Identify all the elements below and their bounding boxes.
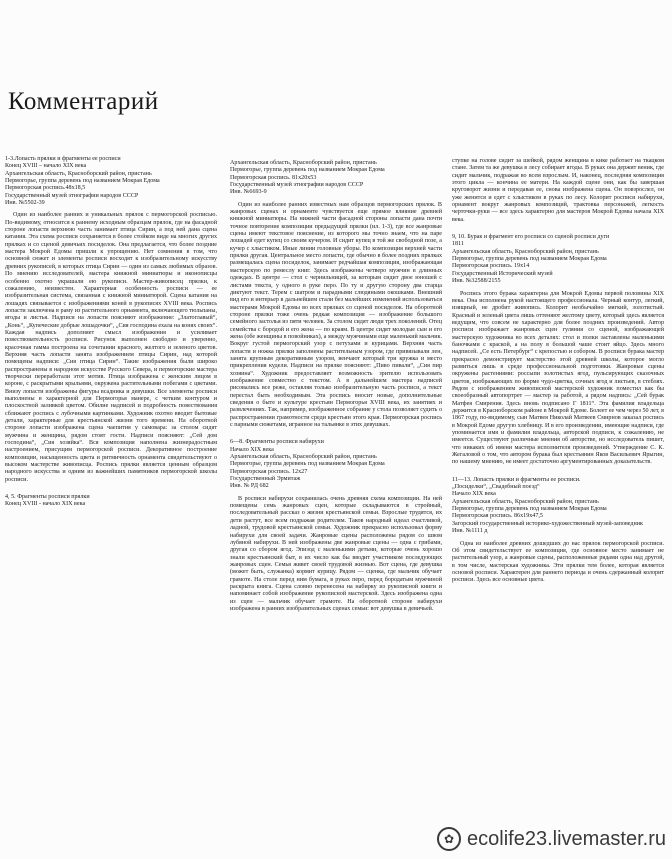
caption-line: Государственный Эрмитаж	[230, 476, 301, 483]
caption-line: Пермогорье, группа деревень под названием Мокрая Едома	[452, 256, 607, 263]
caption-line: Пермогорская роспись.48х18,5	[5, 185, 86, 192]
caption-line: Архангельская область, Красноборский район, пристань	[230, 160, 377, 166]
caption-line: Конец XVIII - начало XIX века	[5, 501, 86, 508]
watermark-text: ecolife23.livemaster.ru	[467, 827, 666, 850]
caption-line: Пермогорская роспись. 86х19х47,5	[452, 513, 543, 520]
item-11-text: Одна из наиболее древних дошедших до нас прялок пермогорской росписи. Об этом свидетельствует ее композиция, где основное место занимает не растительный узор, а жанровые сцены, расположенные рядами одна над другой, в том числе, мастерская художника. Эти прялки тем более, которая является основой росписи. Характерен для раннего периода и очень сдержанный колорит росписи. Здесь все основные цвета.	[452, 540, 664, 584]
item-6-caption	[230, 439, 442, 490]
caption-line: Пермогорская роспись. 81х20х53	[230, 174, 317, 181]
item-continued-text: Один из наиболее ранних известных нам образцов пермогорских прялок. В жанровых сценах и орнаменте чувствуется еще прямое влияние древней книжной миниатюры. На нижней части фасадной стороны лопасти дана почти точное повторение композиции предыдущей прялки (ил. 1-3), где все жанровые сцены имеют текстовое пояснение, из которого мы точно знаем, что на паре лошадей едет купец со своим кучером. И сидит купец в той же свободной позе, а кучер с хлыстиком. Иные линии головные уборы. Но композиция верхней части прялки другая. Центральное место лопасти, где обычно в более поздних прялках размещалась сцена посиделок, занимает редчайшая композиция, изображающая мастерскую по ремеслу книг. Здесь изображены четверо мужчин в длинных одеждах. В центре — стол с чернильницей, за которым сидит двое юношей с листами текста, у одного в руке перо. По ту и другую сторону два старца диктуют текст. Терем с шатром и парадными слюдяными окошками. Внешний вид его и интерьер в дальнейшем стали без малейших изменений использоваться мастерами Мокрой Едомы во всех прялках со сценой посиделок. На оборотной стороне прялки тоже очень редкая композиция — изображение большого семейного застолья из пяти человек. За столом сидят люди трех поколений. Отец семейства с бородой и его жена — по краям. В центре сидят молодые сын и его жена (обе женщины в повойниках), а между мужчинами еще маленький мальчик. Вокруг густой пермогорский узор с петухами и курицами. Верхняя часть лопасти и ножка прялки заполнены растительным узором, где привязывали лен, занята крупным декоративным узором, венчают который три кружка и место прикрепления кудели. Надписи на прялке поясняют: „Пиво пивали“, „Сия пир хозяина“. Художник предоставляет возможность зрителю использовать изображение совместно с текстом. А в дальнейшем мастера надписей рисовались все реже, оставляя только изобразительную часть росписи, а текст перестал быть необходимым. Эта роспись вносит новые, дополнительные сведения о быте и культуре крестьян Пермогорья XVIII века, их занятиях и развлечениях. Так, например, изображенное собрание у стола позволяет судить о распространении грамотности среди крестьян этого края. Пермогорская роспись с парными сюжетами, игранное на тальянке в этих девушках.	[230, 201, 442, 429]
item-1-text: Один из наиболее ранних и уникальных прялок с пермогорской росписью. По-видимому, относится к раннему исходным образцам прялок, где на фасадной стороне лопасти верхнюю часть занимает птица Сирин, а под ней дана сцена катания. Эта схема росписи сохраняется в более стойком виде на многих других прялках и со сценой девичьих посиделок. Она предлагается, что более поздние мастера Мокрой Едомы пришли к упрощению. Нет сомнения в том, что основной сюжет и элементы росписи восходят к изобразительному искусству древних рукописей, в которых птица Сирин — один из самых любимых образов. По мнению исследователей, мастера книжной миниатюры и иконописцы особенно охотно украшали ею рукописи. Мастер-живописец прялки, к сожалению, неизвестен. Характерная особенность росписи — ее изобразительная система, связанная с книжной миниатюрой. Сцена катания на лошадях связывается с изображениями коней в рукописях XVIII века. Роспись лопасти заключена в раму из растительного орнамента, включающего тюльпаны, ягоды и листья. Надписи на лопасти поясняют изображение: „Златоглавый“, „Конь“, „Купеческие добрые лошадочки“, „Сия господина ехала на конях своих“. Каждая надпись дополняет смысл изображения и усиливает повествовательность росписи. Рисунок выполнен свободно и уверенно, красочная гамма построена на сочетании красного, желтого и зеленого цветов. Верхняя часть лопасти занята изображением птицы Сирин, над которой помещены надписи: „Сия птица Сирин“. Такие изображения были широко распространены в народном искусстве Русского Севера, и пермогорские мастера творчески переработали этот мотив. Птица изображена с женским лицом в короне, с раскрытыми крыльями, окружена растительными побегами с цветами. Внизу лопасти изображены фигуры всадника и девушки. Все элементы росписи выполнены в характерной для Пермогорья манере, с четким контуром и плоскостной заливкой цветом. Обилие надписей и подробность повествования сближают роспись с лубочными картинками. Художник охотно вводит бытовые детали, характерные для крестьянской жизни того времени. На оборотной стороне лопасти изображена сцена чаепития у самовара: за столом сидят мужчина и женщина, рядом стоят гости. Надписи поясняют: „Сей дом господина“, „Сия хозяйка“. Вся композиция наполнена жизнерадостным настроением, присущим пермогорской росписи. Декоративное построение композиции, насыщенность цвета и ритмичность орнамента свидетельствуют о высоком мастерстве живописца. Роспись прялки является ценным образцом народного искусства и одним из важнейших памятников пермогорской школы росписи.	[5, 212, 217, 483]
item-9-text: Роспись этого бурака характерна для Мокрой Едомы первой половины XIX века. Она исполнена рукой настоящего профессионала. Черный контур, легкий, изящный, не дробит живопись. Колорит необычайно мягкий, золотистый. Красный и зеленый цвета лишь оттеняют желтому цвету, который здесь является ведущим, что совсем не характерно для более поздних произведений. Автор росписи изображает жанровых сцен гуляния со сценой, изображающей мастерскую художника во всех деталях: стол и полки заставлены маленькими баночками с краской, а на полу в большой чаше стоит яйцо. Здесь много надписей. „Се есть Петербург“ с крепостью и собором. В росписи бурака мастер прекрасно демонстрирует мастерство этой древней школы, которое могло развиться лишь в среде профессиональной подготовки. Жанровые сцены окружены растениями: россыпи золотистых ягод, пульсирующих сказочных цветов, изображающих по форме чудо-цветка, сочных ягод и листьев, в стеблях. Рядом с изображением живописной мастерской художник поместил как бы своеобразный автопортрет — мастер за работой, а рядом надпись: „Сей бурак Матфея Смирения. Здесь вновь подписано Г 1811“. Эта фамилия владельца держится в Красноборском районе в Мокрой Едоме. Болеет ее чем через 50 лет, в 1867 году, по-видимому, сын Матвея Николай Матвеев Смирнов заказал роспись в Мокрой Едоме другую хлебницу. И в его произведении, имеющие надписи, где упоминается имя и фамилия владельца, авторской подписи, к сожалению, не имеется. Существуют различные мнения об авторстве, но исследователь пишет, что никаких об имени мастера исполнителя произведений. Утверждение С. К. Жегаловой о том, что автором бурака был крестьянин Яков Васильевич Ярыгин, по нашему мнению, не имеет достаточно аргументированных доказательств.	[452, 290, 664, 466]
caption-line: Государственный музей этнографии народов СССР	[5, 192, 139, 199]
continued-text: ступке на голове сидит за шейкой, рядом женщина в кике работает на ткацком стане. Затем та же девушка в лесу собирает ягоды. В руках она держит веник, где сидит мальчик, подражая во всем взрослым. И, наконец, последняя композиция этого цикла — кончина ее матери. На каждой сцене они, как бы завершая круговорот жизни и передавая ее, снова изображена сцена. Он повзрослел, он уже женится и едет с хлыстиком в руках по лесу. Колорит росписи набирухи, орнамент вокруг жанровых композиций, трактовка персонажей, легкость черточки-руки — все здесь характерно для мастеров Мокрой Едомы начала XIX века.	[452, 158, 664, 223]
caption-line: Архангельская область, Красноборский район, пристань	[452, 248, 599, 255]
column-2	[230, 160, 442, 613]
caption-line: Инв. №5502-39	[5, 200, 45, 207]
caption-line: Пермогорская роспись. 19х14	[452, 263, 530, 270]
caption-line: Пермогорье, группа деревень под названием Мокрая Едома	[230, 167, 385, 174]
caption-line: Государственный Исторический музей	[452, 270, 553, 277]
item-6-text: В росписи набирухи сохранилась очень древняя схема композиции. На ней помещены семь жанровых сцен, которые складываются в стройный, последовательный рассказ о жизни крестьянской семьи. Взрослые трудятся, их дети растут, все всем подражая родителям. Таков народный идеал счастливой, ладной, трудовой крестьянской семьи. Художник прекрасно использовал форму набирухи для своей задачи. Жанровые сцены расположены рядом со швом лубяной набирухи. В ней изображены две жанровые сцены — одна с грибами, другая со сбором ягод. Эпизод с маленькими детьми, которые очень хорошо знали крестьянский быт, в их число как бы вводит участником последующих жанровых сцен. Семья живет своей трудовой жизнью. Вот сцена, где девушка (может быть, служанка) кормит курицу. Рядом — сценка, где мальчик обучает грамоте. На столе перед ним бумага, в руках перо, перед бородатым мужчиной раскрыта книга. Сцена словно перенесена на набирку из рукописной книги и напоминает собой изображение рукописной мастерской. Здесь изображена одна из сцен — мальчик обучает грамоте. На оборотной стороне набирухи изображена в ранних изобразительных сценах семьи: вот девушка в девичьей.	[230, 495, 442, 612]
item-1-caption	[5, 156, 217, 207]
caption-line: Архангельская область, Красноборский район, пристань	[452, 498, 599, 505]
caption-line: 4, 5. Фрагменты росписи прялки	[5, 494, 90, 501]
caption-line: 9, 10. Бурак и фрагмент его росписи со сценой росписи дуги	[452, 234, 610, 241]
caption-line: 11—13. Лопасть прялки и фрагменты ее росписи.	[452, 476, 581, 483]
caption-line: Инв. №6693-9	[230, 189, 267, 196]
caption-line: Начало XIX века	[452, 491, 496, 498]
item-9-caption	[452, 234, 664, 285]
column-1	[5, 156, 217, 509]
item-11-caption	[452, 477, 664, 536]
caption-line: Государственный музей этнографии народов СССР	[230, 182, 364, 189]
caption-line: „Посиделки“, „Свадебный поезд“	[452, 484, 540, 491]
caption-line: Пермогорье, группа деревень под названием Мокрая Едома	[230, 461, 385, 468]
item-4-caption	[5, 494, 217, 509]
flower-icon: ✿	[437, 827, 461, 851]
caption-line: Пермогорье, группа деревень под названием Мокрая Едома	[5, 178, 160, 185]
caption-line: 1-3.Лопасть прялки и фрагменты ее росписи	[5, 156, 121, 162]
item-continued-caption	[230, 160, 442, 197]
caption-line: Пермогорье, группа деревень под названием Мокрая Едома	[452, 506, 607, 513]
caption-line: Инв. №32588/2155	[452, 278, 501, 285]
caption-line: Архангельская область, Красноборский район, пристань	[5, 170, 152, 177]
caption-line: 1811	[452, 241, 464, 248]
caption-line: 6—8. Фрагменты росписи набирухи	[230, 439, 324, 446]
caption-line: Загорский государственный историко-художественный музей-заповедник	[452, 520, 644, 527]
caption-line: Начало XIX века	[230, 446, 274, 453]
caption-line: Инв. № РД 682	[230, 483, 269, 490]
watermark	[437, 827, 666, 851]
caption-line: Пермогорская роспись. 12х27	[230, 468, 308, 475]
column-3	[452, 158, 664, 585]
page-title: Комментарий	[8, 88, 159, 115]
caption-line: Архангельская область, Красноборский район, пристань	[230, 454, 377, 461]
caption-line: Инв. №1111 д	[452, 528, 488, 535]
caption-line: Конец XVIII – начало XIX века	[5, 163, 87, 170]
